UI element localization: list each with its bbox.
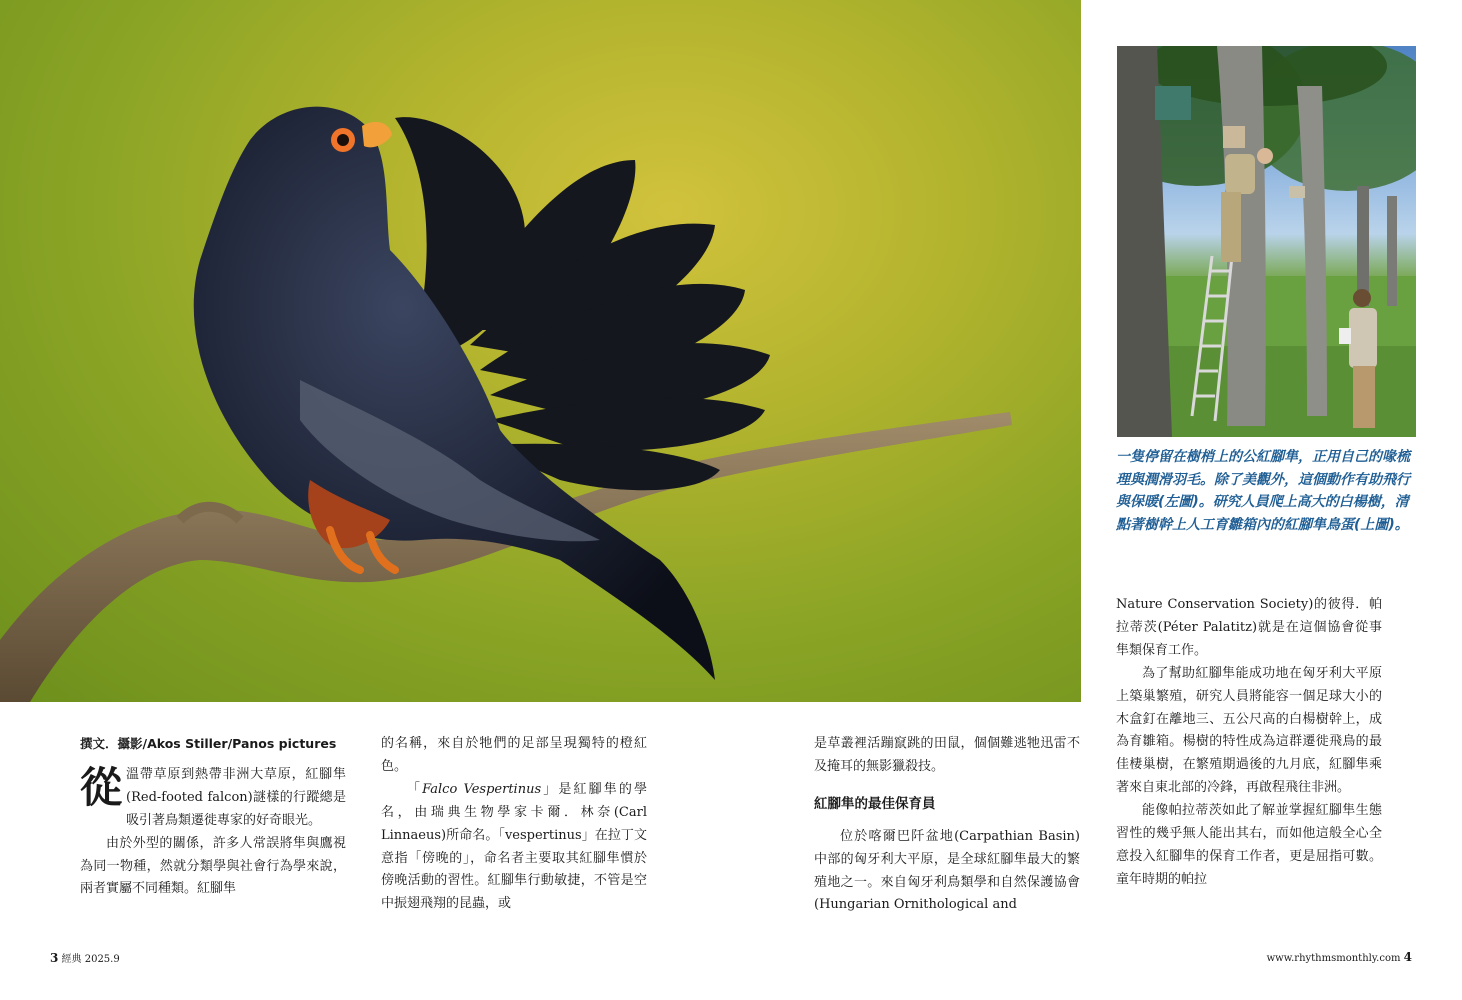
photo-caption: 一隻停留在樹梢上的公紅腳隼，正用自己的喙梳理與潤滑羽毛。除了美觀外，這個動作有助飛行與保暖(左圖)。研究人員爬上高大的白楊樹，清點著樹幹上人工育雛箱內的紅腳隼鳥蛋(上圖)。 <box>1116 449 1410 533</box>
quote-open: 「 <box>407 781 423 797</box>
text-column-4 <box>1116 594 1382 892</box>
byline: 撰文．攝影/Akos Stiller/Panos pictures <box>80 736 337 751</box>
paragraph-text: 」是紅腳隼的學名，由瑞典生物學家卡爾．林奈(Carl Linnaeus)所命名。「vespertinus」在拉丁文意指「傍晚的」，命名者主要取其紅腳隼慣於傍晚活動的習性。紅腳隼行動敏捷，不管是空中振翅飛翔的昆蟲，或 <box>381 781 647 912</box>
paragraph: 為了幫助紅腳隼能成功地在匈牙利大平原上築巢繁殖，研究人員將能容一個足球大小的木盒釘在離地三、五公尺高的白楊樹幹上，成為育雛箱。楊樹的特性成為這群遷徙飛鳥的最佳棲巢樹，在繁殖期過後的九月底，紅腳隼乘著來自東北部的冷鋒，再啟程飛往非洲。 <box>1116 665 1382 796</box>
paragraph: 位於喀爾巴阡盆地(Carpathian Basin)中部的匈牙利大平原，是全球紅腳隼最大的繁殖地之一。來自匈牙利鳥類學和自然保護協會(Hungarian Ornithological and <box>814 828 1080 913</box>
page-number-left: 3 <box>50 951 59 965</box>
footer-left <box>50 950 120 965</box>
section-heading: 紅腳隼的最佳保育員 <box>814 795 936 812</box>
drop-cap: 從 <box>80 762 123 812</box>
paragraph: 由於外型的關係，許多人常誤將隼與鷹視為同一物種，然就分類學與社會行為學來說，兩者實屬不同種類。紅腳隼 <box>80 835 346 897</box>
latin-name: Falco Vespertinus <box>422 781 542 797</box>
paragraph <box>381 779 647 916</box>
paragraph: 是草叢裡活蹦竄跳的田鼠，個個難逃牠迅雷不及掩耳的無影獵殺技。 <box>814 736 1080 774</box>
text-column-1 <box>80 733 346 901</box>
text-column-3 <box>814 733 1080 917</box>
paragraph-text: 溫帶草原到熱帶非洲大草原，紅腳隼(Red-footed falcon)謎樣的行蹤總是吸引著鳥類遷徙專家的好奇眼光。 <box>126 766 346 828</box>
paragraph: Nature Conservation Society)的彼得．帕拉蒂茨(Péter Palatitz)就是在這個協會從事隼類保育工作。 <box>1116 597 1382 658</box>
footer-left-text: 經典 2025.9 <box>61 954 120 965</box>
paragraph <box>80 764 346 833</box>
website-url: www.rhythmsmonthly.com <box>1266 953 1401 964</box>
text-column-2 <box>381 733 647 916</box>
footer-right <box>1267 950 1412 964</box>
research-illustration <box>1117 46 1416 437</box>
paragraph: 能像帕拉蒂茨如此了解並掌握紅腳隼生態習性的幾乎無人能出其右，而如他這般全心全意投入紅腳隼的保育工作者，更是屈指可數。童年時期的帕拉 <box>1116 803 1382 887</box>
paragraph: 的名稱，來自於牠們的足部呈現獨特的橙紅色。 <box>381 736 647 774</box>
research-photo <box>1117 46 1416 437</box>
page-number-right: 4 <box>1403 950 1412 964</box>
